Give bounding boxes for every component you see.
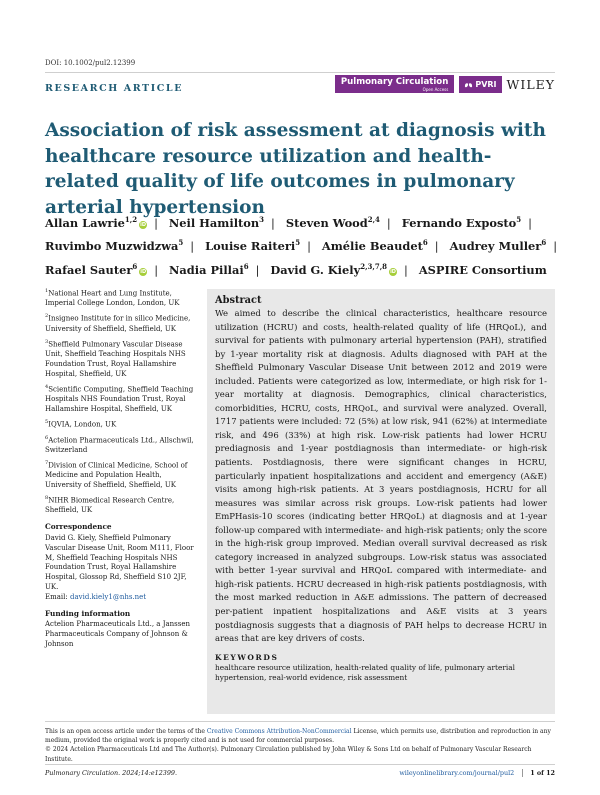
footer-right [399, 769, 555, 777]
orcid-icon[interactable]: iD [140, 268, 147, 275]
license-line-2: © 2024 Actelion Pharmaceuticals Ltd and The Author(s). Pulmonary Circulation published by John Wiley & Sons Ltd on behalf of Pulmonary Vascular Research Institute. [45, 746, 532, 763]
license-text-post: License, which permits use, distribution and reproduction in any medium, provided the original work is properly cited and is not used for commercial purposes. [45, 728, 551, 745]
author [419, 263, 547, 277]
author-name: Nadia Pillai [169, 262, 244, 277]
affiliation-number: 2 [45, 313, 49, 320]
author-affiliation-ref: 6 [541, 238, 547, 248]
author-name: Steven Wood [285, 215, 368, 230]
license-line-1 [45, 727, 560, 745]
author [45, 239, 183, 253]
orcid-icon[interactable]: iD [140, 221, 147, 228]
author-affiliation-ref: 6 [132, 262, 138, 272]
author-name: Louise Raiteri [205, 239, 296, 254]
author-name: Rafael Sauter [45, 262, 133, 277]
affiliation [45, 287, 195, 309]
author-separator: | [386, 215, 391, 230]
affiliation [45, 338, 195, 380]
author [270, 263, 397, 277]
author-separator: | [271, 215, 275, 230]
article-title: Association of risk assessment at diagnosis with healthcare resource utilization and health-related quality of life outcomes in pulmonary arterial hypertension [45, 120, 546, 218]
footer-url[interactable]: wileyonlinelibrary.com/journal/pul2 [399, 769, 515, 777]
affiliation [45, 418, 195, 430]
affiliation-text: Insigneo Institute for in silico Medicine, University of Sheffield, Sheffield, UK [45, 314, 191, 333]
orcid-icon[interactable]: iD [390, 268, 396, 275]
affiliation-number: 3 [45, 338, 49, 345]
journal-logo-sub: Open Access [422, 87, 449, 92]
pvri-logo[interactable] [459, 76, 501, 93]
affiliation-number: 1 [45, 288, 49, 294]
author-separator: | [404, 262, 408, 277]
doi: DOI: 10.1002/pul2.12399 [45, 59, 136, 67]
author-separator: | [154, 262, 159, 277]
header-divider [45, 72, 555, 73]
funding-heading: Funding information [45, 608, 131, 618]
author-separator: | [190, 239, 195, 254]
author-name: David G. Kiely [270, 262, 361, 277]
author [169, 263, 249, 277]
author-affiliation-ref: 3 [259, 215, 265, 224]
affiliation [45, 312, 195, 334]
correspondence-email [45, 593, 195, 603]
affiliation-text: NIHR Biomedical Research Centre, Sheffield, UK [45, 496, 175, 515]
author-affiliation-ref: 5 [295, 238, 301, 248]
author-name: Neil Hamilton [168, 215, 260, 230]
page-number: 1 of 12 [522, 769, 555, 777]
author [322, 239, 428, 253]
page-footer [45, 769, 555, 777]
affiliation-text: Division of Clinical Medicine, School of Medicine and Population Health, University of Sheffield, Sheffield, UK [45, 461, 188, 490]
author [402, 216, 521, 230]
author-name: Fernando Exposto [401, 215, 517, 230]
affiliation-number: 8 [45, 495, 49, 502]
affiliation-number: 4 [45, 383, 49, 390]
abstract-heading: Abstract [215, 295, 262, 306]
author-separator: | [154, 215, 158, 230]
affiliation-number: 6 [45, 434, 49, 441]
author-name: Ruvimbo Muzwidzwa [45, 239, 179, 254]
wiley-logo[interactable]: WILEY [506, 76, 555, 92]
license-link[interactable]: Creative Commons Attribution-NonCommercial [206, 728, 352, 735]
footer-divider [45, 764, 555, 765]
author [169, 216, 264, 230]
affiliation-text: IQVIA, London, UK [48, 420, 117, 429]
affiliation-text: National Heart and Lung Institute, Imperial College London, London, UK [45, 289, 180, 308]
author-separator: | [553, 239, 558, 254]
correspondence-heading: Correspondence [45, 522, 112, 532]
author-affiliation-ref: 5 [516, 215, 522, 224]
keywords-text: healthcare resource utilization, health-related quality of life, pulmonary arterial hypertension, real-world evidence, risk assessment [215, 662, 516, 683]
affiliation-text: Sheffield Pulmonary Vascular Disease Unit, Sheffield Teaching Hospitals NHS Foundation Trust, Royal Hallamshire Hospital, Sheffield, UK [45, 340, 186, 378]
author-name: Allan Lawrie [45, 215, 125, 230]
author-affiliation-ref: 2,3,7,8 [360, 262, 387, 272]
abstract-text: We aimed to describe the clinical characteristics, healthcare resource utilization (HCRU) and costs, health-related quality of life (HRQoL), and survival for patients with pulmonary arterial hypertension (PAH), stratified by 1-year mortality risk at diagnosis. Adults diagnosed with PAH at the Sheffield Pulmonary Vascular Disease Unit between 2012 and 2019 were included. Patients were categorized as low, intermediate, or high risk for 1-year mortality at diagnosis. Demographics, clinical characteristics, comorbidities, HCRU, costs, HRQoL, and survival were analyzed. Overall, 1717 patients were included: 72 (5%) at low risk, 941 (62%) at intermediate risk, and 496 (33%) at high risk. Low-risk patients had lower HCRU prediagnosis and 1-year postdiagnosis than intermediate- or high-risk patients. Postdiagnosis, there were significant changes in HCRU, particularly inpatient hospitalizations and accident and emergency (A&E) visits among high-risk patients. At 3 years postdiagnosis, HCRU for all measures was similar across risk groups. Low-risk patients had lower EmPHasis-10 scores (indicating better HRQoL) at diagnosis and at 1-year follow-up compared with intermediate- and high-risk patients; only the score in the high-risk group improved. Median overall survival decreased as risk category increased in analyzed subgroups. Low-risk status was associated with better 1-year survival and HRQoL compared with intermediate- and high-risk patients. HCRU decreased in high-risk patients postdiagnosis, with the most marked reduction in A&E admissions. The pattern of decreased per-patient inpatient hospitalizations and A&E visits at 3 years postdiagnosis suggests that a diagnosis of PAH helps to decrease HCRU in areas that are key drivers of costs. [215, 309, 547, 645]
affiliation [45, 383, 195, 415]
affiliation [45, 434, 195, 456]
affiliation-text: Scientific Computing, Sheffield Teaching Hospitals NHS Foundation Trust, Royal Hallamshire Hospital, Sheffield, UK [45, 385, 194, 413]
author-affiliation-ref: 6 [243, 262, 249, 272]
author-affiliation-ref: 5 [178, 238, 184, 248]
license-block [45, 727, 560, 764]
license-divider [45, 721, 555, 722]
email-link[interactable]: david.kiely1@nhs.net [70, 592, 147, 601]
author-affiliation-ref: 6 [422, 238, 428, 248]
affiliation-number: 5 [45, 419, 49, 426]
author-affiliation-ref: 1,2 [124, 215, 138, 224]
journal-logo[interactable] [335, 75, 455, 93]
author-separator: | [307, 239, 311, 254]
author [205, 239, 300, 253]
author-separator: | [255, 262, 260, 277]
license-text-pre: This is an open access article under the terms of the [45, 728, 207, 735]
keywords-heading: KEYWORDS [215, 652, 279, 662]
author-affiliation-ref: 2,4 [367, 215, 380, 224]
author-separator: | [528, 215, 532, 230]
funding-text: Actelion Pharmaceuticals Ltd., a Janssen Pharmaceuticals Company of Johnson & Johnson [45, 620, 191, 649]
affiliations-column [45, 287, 195, 650]
author [450, 239, 547, 253]
correspondence-text: David G. Kiely, Sheffield Pulmonary Vascular Disease Unit, Room M111, Floor M, Sheffield Teaching Hospitals NHS Foundation Trust, Royal Hallamshire Hospital, Glossop Rd, Sheffield S10 2JF, UK. [45, 534, 194, 592]
affiliation [45, 459, 195, 491]
author-name: ASPIRE Consortium [418, 262, 547, 277]
affiliation-text: Actelion Pharmaceuticals Ltd., Allschwil, Switzerland [45, 436, 194, 454]
author [45, 263, 147, 277]
author-separator: | [434, 239, 439, 254]
footer-citation: Pulmonary Circulation. 2024;14:e12399. [45, 769, 178, 777]
pvri-logo-text: PVRI [475, 79, 497, 89]
publisher-logos [335, 74, 555, 94]
abstract-box [207, 289, 555, 714]
author [45, 216, 147, 230]
section-label: RESEARCH ARTICLE [45, 83, 184, 94]
journal-logo-text: Pulmonary Circulation [340, 77, 449, 87]
email-label: Email: [45, 592, 68, 601]
author [286, 216, 380, 230]
affiliation [45, 494, 195, 516]
affiliation-list [45, 287, 195, 516]
affiliation-number: 7 [45, 460, 49, 467]
author-name: Amélie Beaudet [321, 239, 423, 254]
author-name: Audrey Muller [449, 239, 542, 254]
author-list [45, 210, 570, 281]
lung-icon [464, 80, 473, 89]
